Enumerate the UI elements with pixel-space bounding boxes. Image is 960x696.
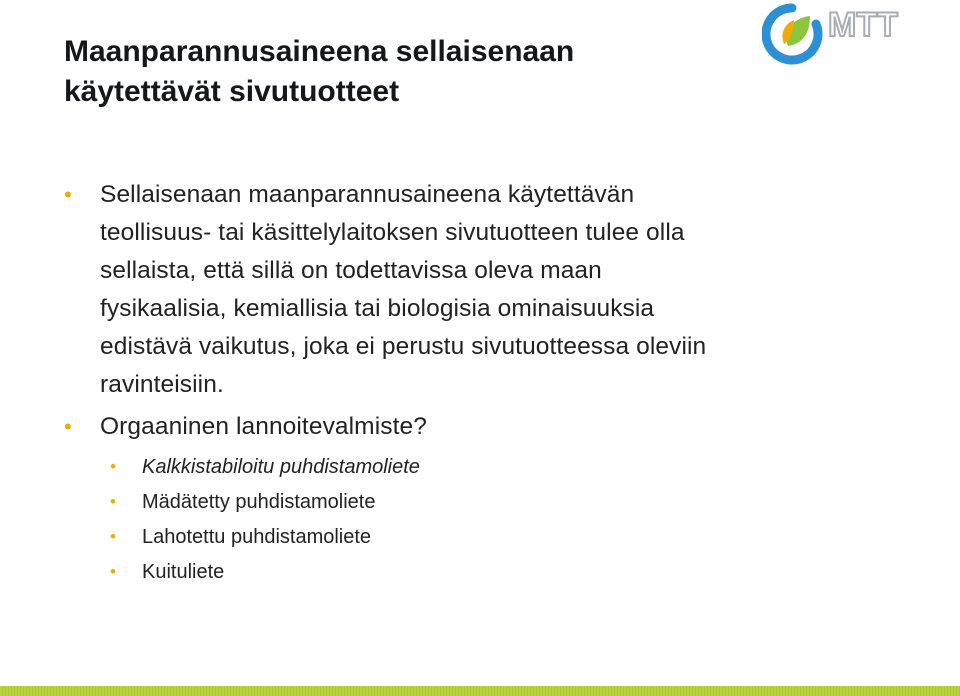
bullet-line: ravinteisiin.	[100, 371, 224, 398]
sub-bullet-text: Kuituliete	[142, 561, 225, 583]
bullet-line: teollisuus- tai käsittelylaitoksen sivutuotteen tulee olla	[100, 219, 685, 246]
sub-bullet-list	[64, 450, 924, 589]
bullet-organic-fertilizer	[64, 408, 924, 446]
sub-bullet-item	[64, 555, 924, 589]
sub-bullet-item	[64, 450, 924, 484]
bullet-requirements	[64, 176, 924, 404]
sub-bullet-dot-icon: •	[110, 562, 116, 581]
mtt-logo	[762, 2, 922, 66]
sub-bullet-dot-icon: •	[110, 457, 116, 476]
sub-bullet-item	[64, 520, 924, 554]
sub-bullet-dot-icon: •	[110, 527, 116, 546]
sub-bullet-dot-icon: •	[110, 492, 116, 511]
bullet-dot-icon: •	[64, 182, 72, 207]
title-line-2: käytettävät sivutuotteet	[64, 75, 400, 108]
slide-title	[64, 32, 744, 112]
sub-bullet-item	[64, 485, 924, 519]
title-line-1: Maanparannusaineena sellaisenaan	[64, 35, 575, 68]
logo-text: MTT	[828, 6, 898, 44]
bullet-text: Orgaaninen lannoitevalmiste?	[100, 413, 427, 440]
bullet-dot-icon: •	[64, 414, 72, 439]
sub-bullet-text: Kalkkistabiloitu puhdistamoliete	[142, 456, 420, 478]
sub-bullet-text: Lahotettu puhdistamoliete	[142, 526, 372, 548]
bullet-line: edistävä vaikutus, joka ei perustu sivutuotteessa oleviin	[100, 333, 707, 360]
leaf-emblem-icon	[762, 2, 922, 66]
bullet-line: sellaista, että sillä on todettavissa oleva maan	[100, 257, 602, 284]
bullet-line: Sellaisenaan maanparannusaineena käytettävän	[100, 181, 635, 208]
sub-bullet-text: Mädätetty puhdistamoliete	[142, 491, 376, 513]
slide-content	[64, 176, 924, 590]
footer-bar	[0, 686, 960, 696]
bullet-line: fysikaalisia, kemiallisia tai biologisia ominaisuuksia	[100, 295, 655, 322]
